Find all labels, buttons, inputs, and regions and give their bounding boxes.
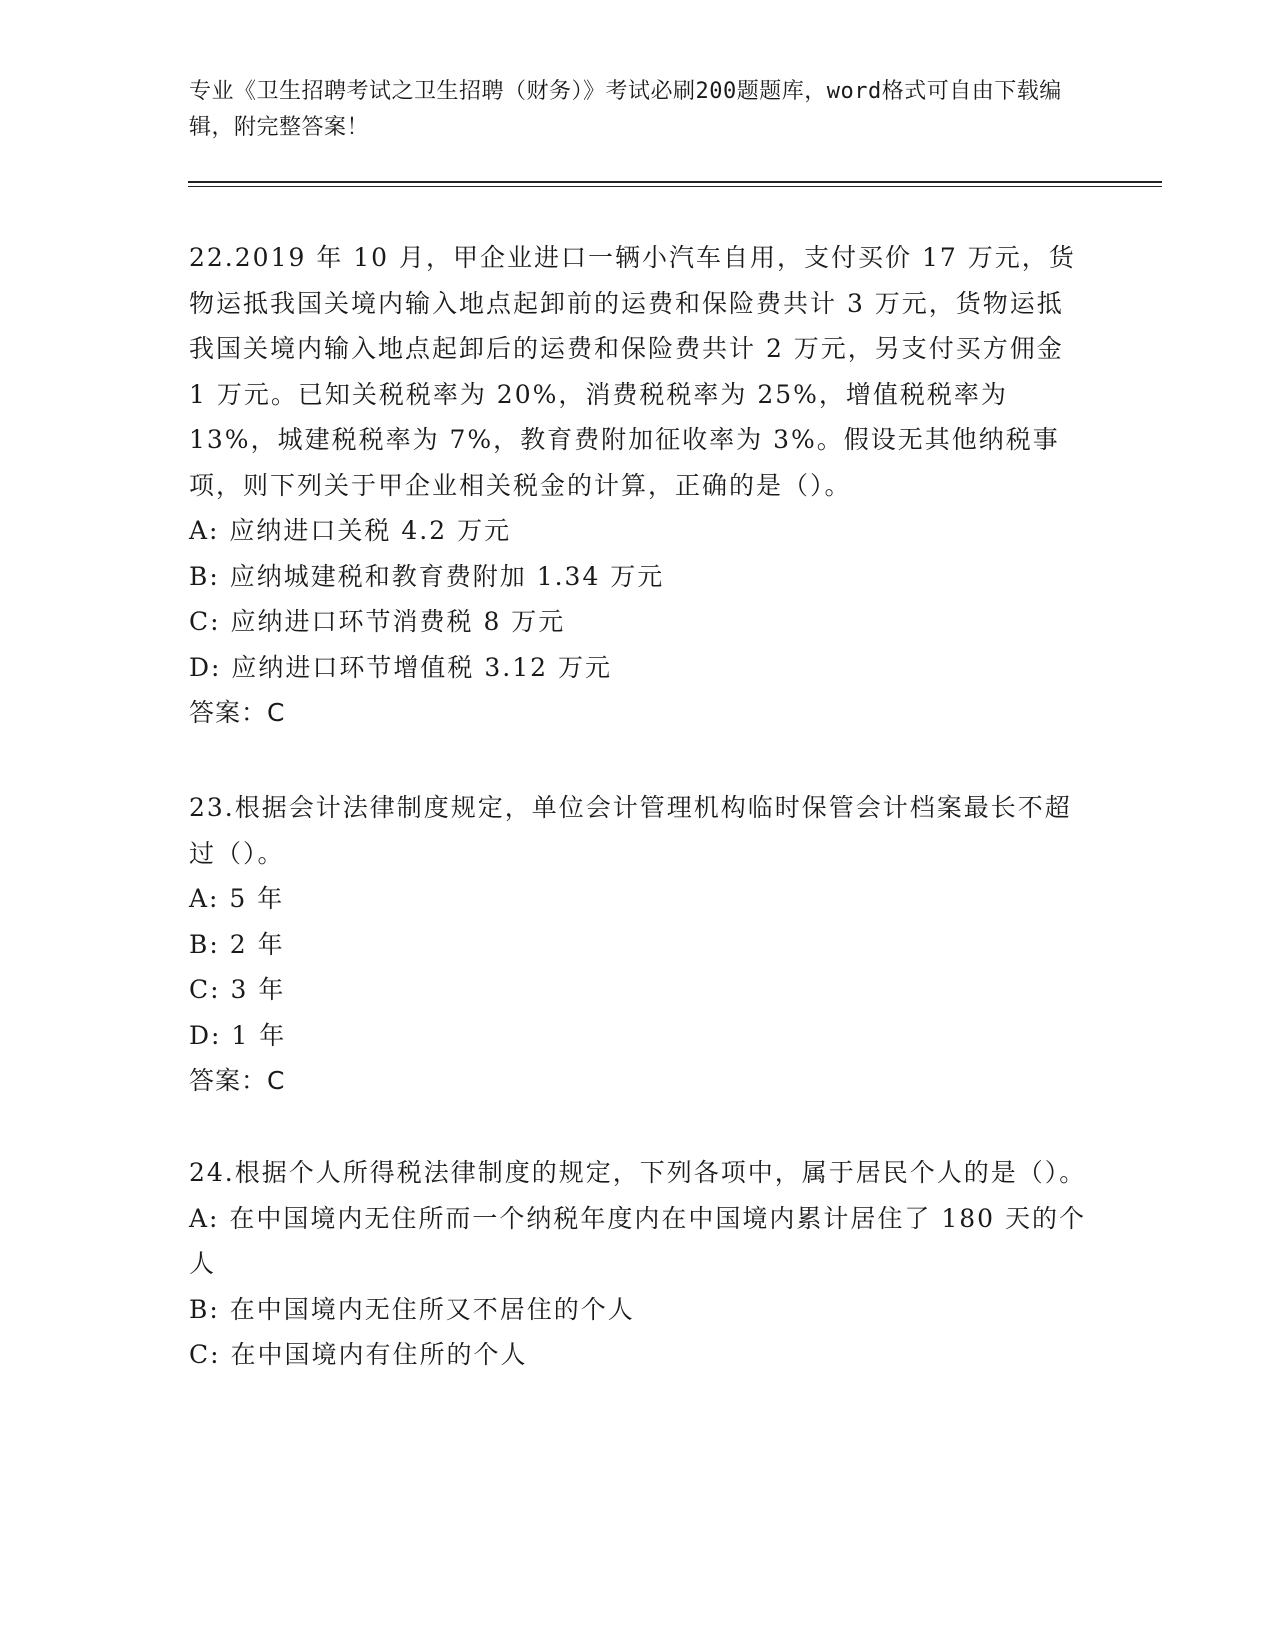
option-b: B: 应纳城建税和教育费附加 1.34 万元 [189,561,665,591]
question-stem: 23.根据会计法律制度规定，单位会计管理机构临时保管会计档案最长不超过（）。 [189,793,1072,868]
question-22 [189,235,1089,736]
document-header: 专业《卫生招聘考试之卫生招聘（财务）》考试必刷200题题库，word格式可自由下载编辑，附完整答案！ [189,79,1062,140]
option-d: D: 应纳进口环节增值税 3.12 万元 [189,652,612,682]
option-c: C: 3 年 [189,975,286,1004]
question-stem: 24.根据个人所得税法律制度的规定，下列各项中，属于居民个人的是（）。 [189,1158,1087,1187]
question-24 [189,1150,1089,1378]
question-23 [189,785,1089,1104]
answer: 答案：C [189,698,286,727]
option-b: B: 在中国境内无住所又不居住的个人 [189,1294,635,1324]
question-stem: 22.2019 年 10 月，甲企业进口一辆小汽车自用，支付买价 17 万元，货物运抵我国关境内输入地点起卸前的运费和保险费共计 3 万元，货物运抵我国关境内输入地点起卸后的运费和保险费共计 2 万元，另支付买方佣金 1 万元。已知关税税率为 20%，消费税税率为 25%，增值税税率为 13%，城建税税率为 7%，教育费附加征收率为 3%。假设无其他纳税事项，则下列关于甲企业相关税金的计算，正确的是（）。 [189,243,1076,500]
option-c: C: 应纳进口环节消费税 8 万元 [189,607,566,636]
option-c: C: 在中国境内有住所的个人 [189,1340,528,1369]
header-divider-thin [188,186,1162,187]
header-divider-thick [188,181,1162,183]
option-a: A: 5 年 [189,884,285,913]
answer: 答案：C [189,1066,286,1095]
option-b: B: 2 年 [189,929,285,959]
option-a: A: 在中国境内无住所而一个纳税年度内在中国境内累计居住了 180 天的个人 [189,1203,1087,1278]
option-d: D: 1 年 [189,1020,287,1050]
option-a: A: 应纳进口关税 4.2 万元 [189,516,512,545]
